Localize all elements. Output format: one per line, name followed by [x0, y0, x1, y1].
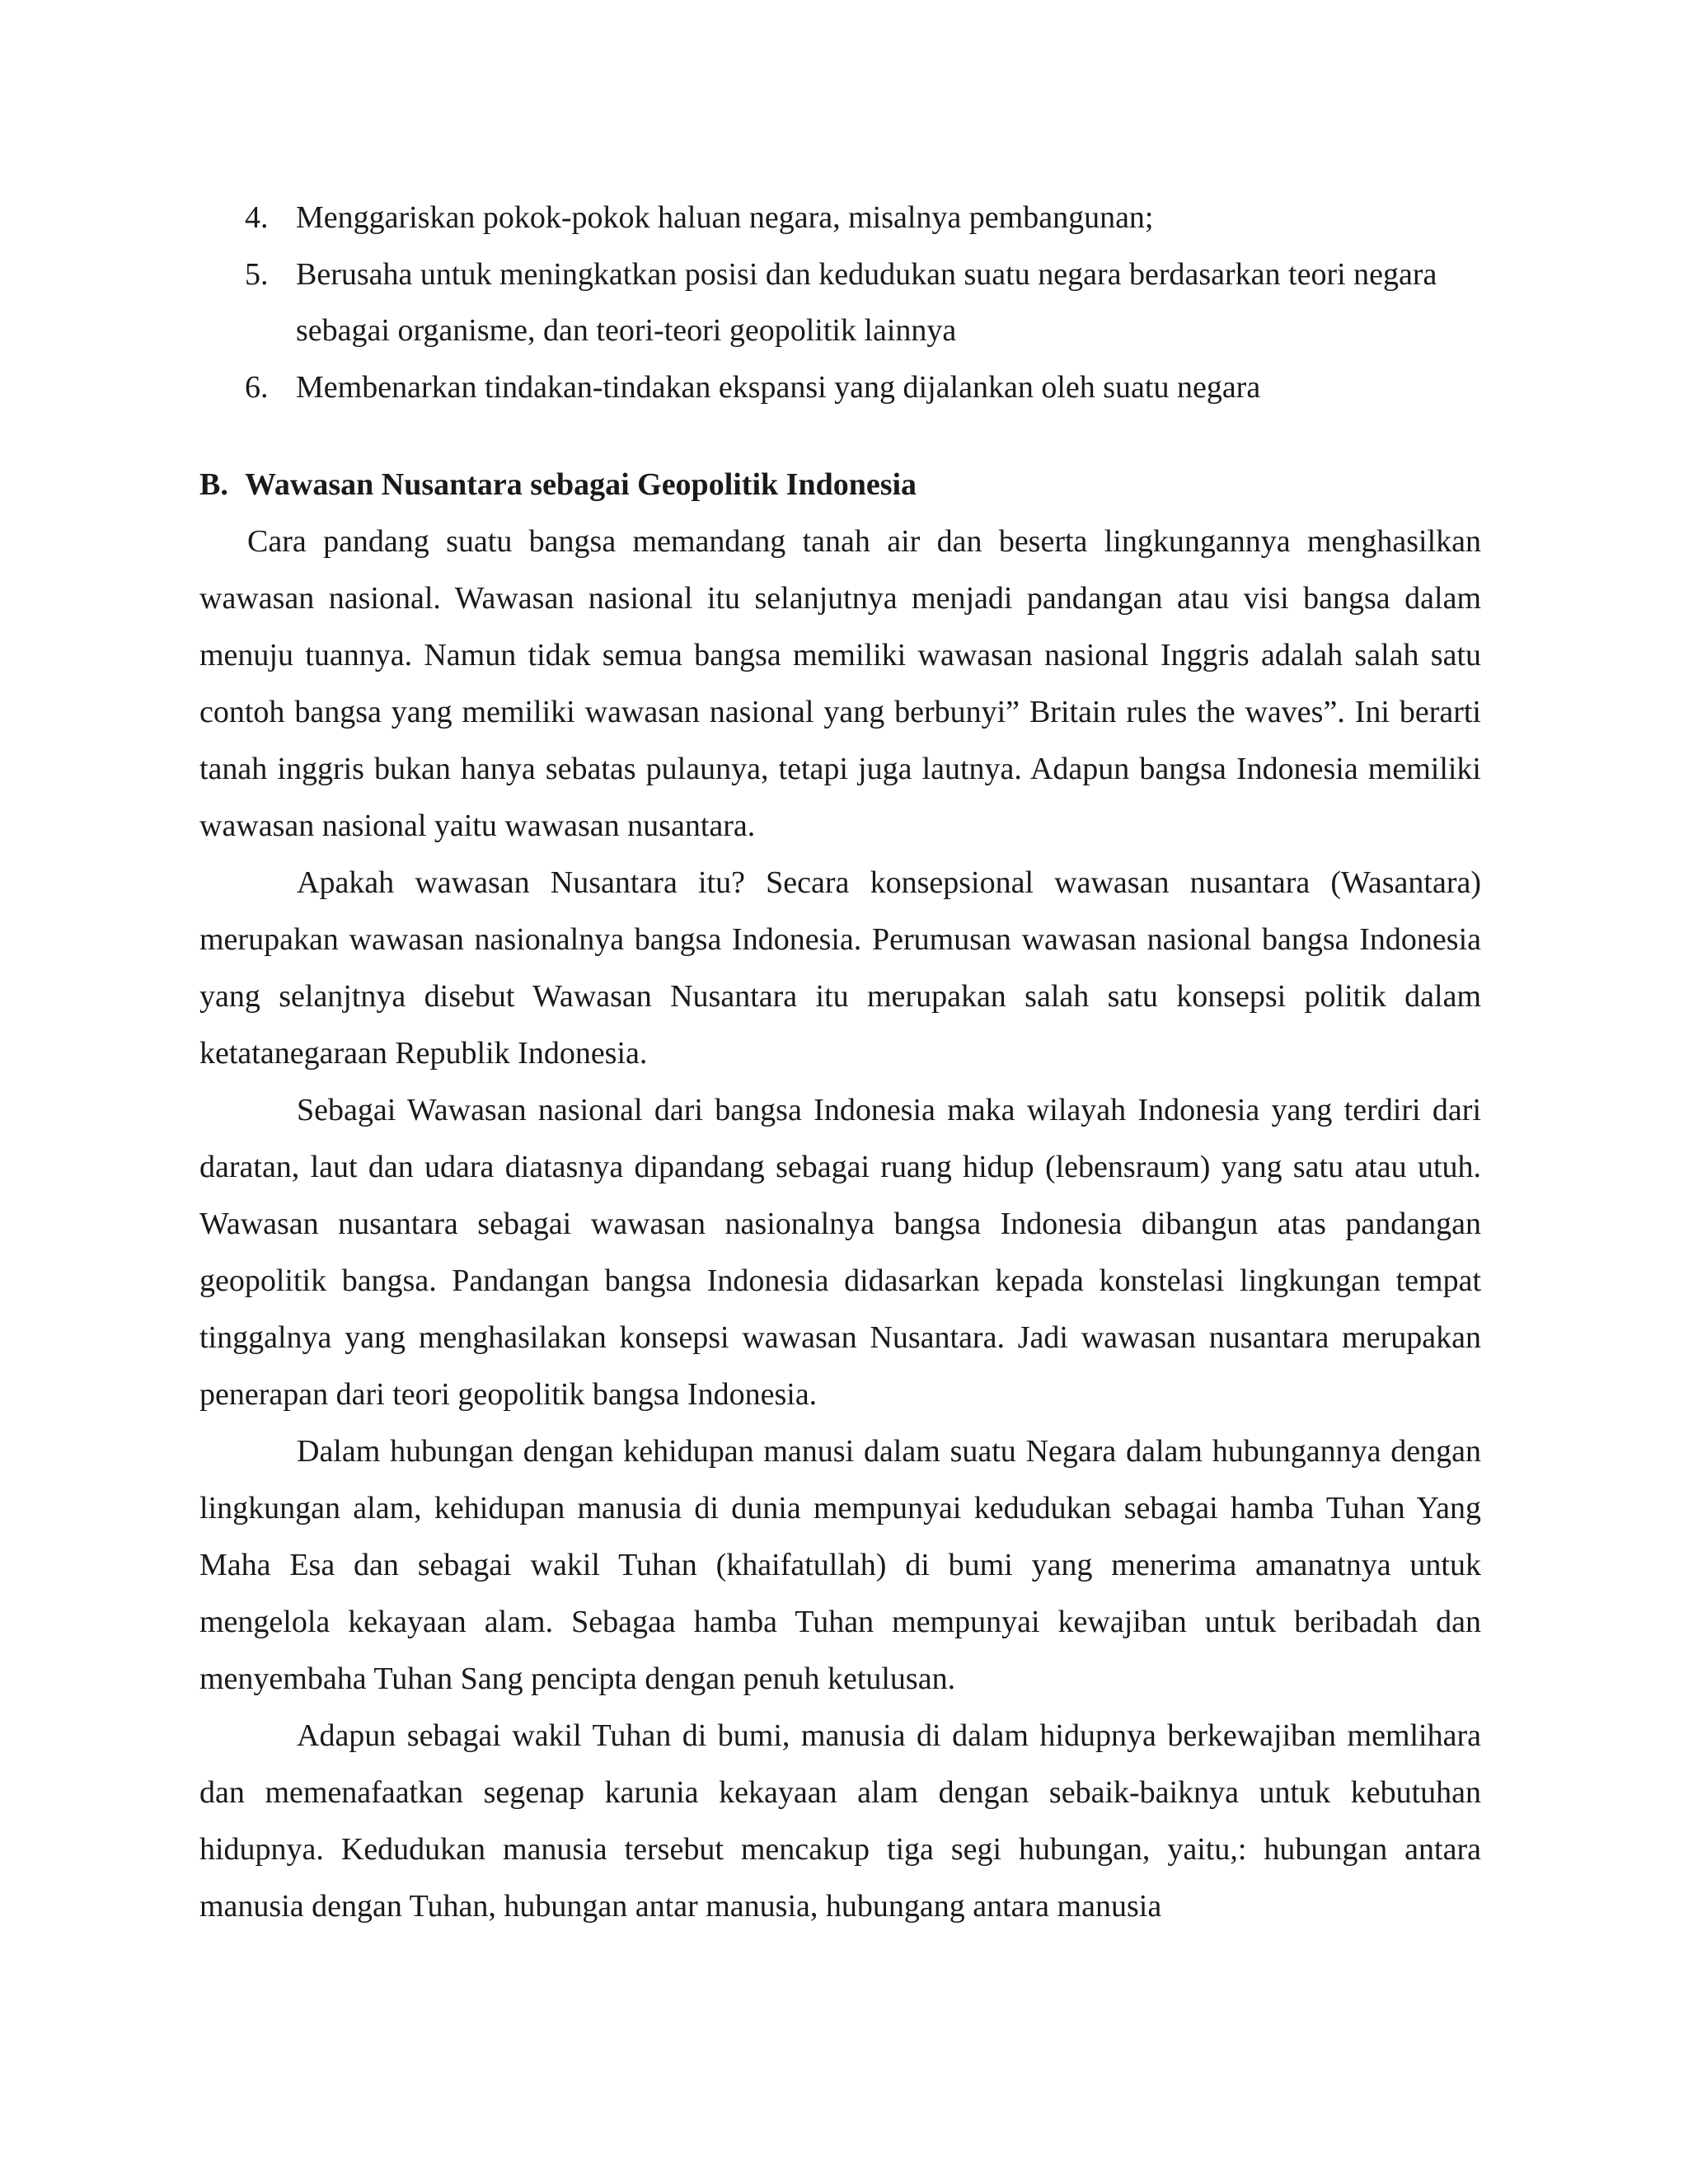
- paragraph: Adapun sebagai wakil Tuhan di bumi, manusia di dalam hidupnya berkewajiban memlihara dan memenafaatkan segenap karunia kekayaan alam dengan sebaik-baiknya untuk kebutuhan hidupnya. Kedudukan manusia tersebut mencakup tiga segi hubungan, yaitu,: hubungan antara manusia dengan Tuhan, hubungan antar manusia, hubungang antara manusia: [199, 1718, 1481, 1924]
- document-page: [199, 190, 1481, 1935]
- list-item-number: 4.: [245, 200, 269, 235]
- paragraph: Cara pandang suatu bangsa memandang tanah air dan beserta lingkungannya menghasilkan wawasan nasional. Wawasan nasional itu selanjutnya menjadi pandangan atau visi bangsa dalam menuju tuannya. Namun tidak semua bangsa memiliki wawasan nasional Inggris adalah salah satu contoh bangsa yang memiliki wawasan nasional yang berbunyi” Britain rules the waves”. Ini berarti tanah inggris bukan hanya sebatas pulaunya, tetapi juga lautnya. Adapun bangsa Indonesia memiliki wawasan nasional yaitu wawasan nusantara.: [199, 523, 1481, 843]
- paragraph: Dalam hubungan dengan kehidupan manusi dalam suatu Negara dalam hubungannya dengan lingkungan alam, kehidupan manusia di dunia mempunyai kedudukan sebagai hamba Tuhan Yang Maha Esa dan sebagai wakil Tuhan (khaifatullah) di bumi yang menerima amanatnya untuk mengelola kekayaan alam. Sebagaa hamba Tuhan mempunyai kewajiban untuk beribadah dan menyembaha Tuhan Sang pencipta dengan penuh ketulusan.: [199, 1433, 1481, 1696]
- section-heading: [199, 457, 1481, 513]
- list-item-text: Membenarkan tindakan-tindakan ekspansi yang dijalankan oleh suatu negara: [296, 369, 1261, 405]
- numbered-list: [199, 190, 1481, 415]
- list-item-number: 6.: [245, 369, 269, 405]
- paragraph: Sebagai Wawasan nasional dari bangsa Indonesia maka wilayah Indonesia yang terdiri dari daratan, laut dan udara diatasnya dipandang sebagai ruang hidup (lebensraum) yang satu atau utuh. Wawasan nusantara sebagai wawasan nasionalnya bangsa Indonesia dibangun atas pandangan geopolitik bangsa. Pandangan bangsa Indonesia didasarkan kepada konstelasi lingkungan tempat tinggalnya yang menghasilakan konsepsi wawasan Nusantara. Jadi wawasan nusantara merupakan penerapan dari teori geopolitik bangsa Indonesia.: [199, 1092, 1481, 1412]
- list-item-text: Berusaha untuk meningkatkan posisi dan kedudukan suatu negara berdasarkan teori negara sebagai organisme, dan teori-teori geopolitik lainnya: [296, 256, 1437, 348]
- paragraph: Apakah wawasan Nusantara itu? Secara konsepsional wawasan nusantara (Wasantara) merupakan wawasan nasionalnya bangsa Indonesia. Perumusan wawasan nasional bangsa Indonesia yang selanjtnya disebut Wawasan Nusantara itu merupakan salah satu konsepsi politik dalam ketatanegaraan Republik Indonesia.: [199, 865, 1481, 1071]
- list-item: [199, 359, 1481, 416]
- list-item-number: 5.: [245, 256, 269, 292]
- list-item: [199, 190, 1481, 246]
- list-item-text: Menggariskan pokok-pokok haluan negara, misalnya pembangunan;: [296, 200, 1154, 235]
- section-title: Wawasan Nusantara sebagai Geopolitik Indonesia: [245, 467, 917, 502]
- list-item: [199, 246, 1481, 359]
- section-letter: B.: [199, 467, 228, 502]
